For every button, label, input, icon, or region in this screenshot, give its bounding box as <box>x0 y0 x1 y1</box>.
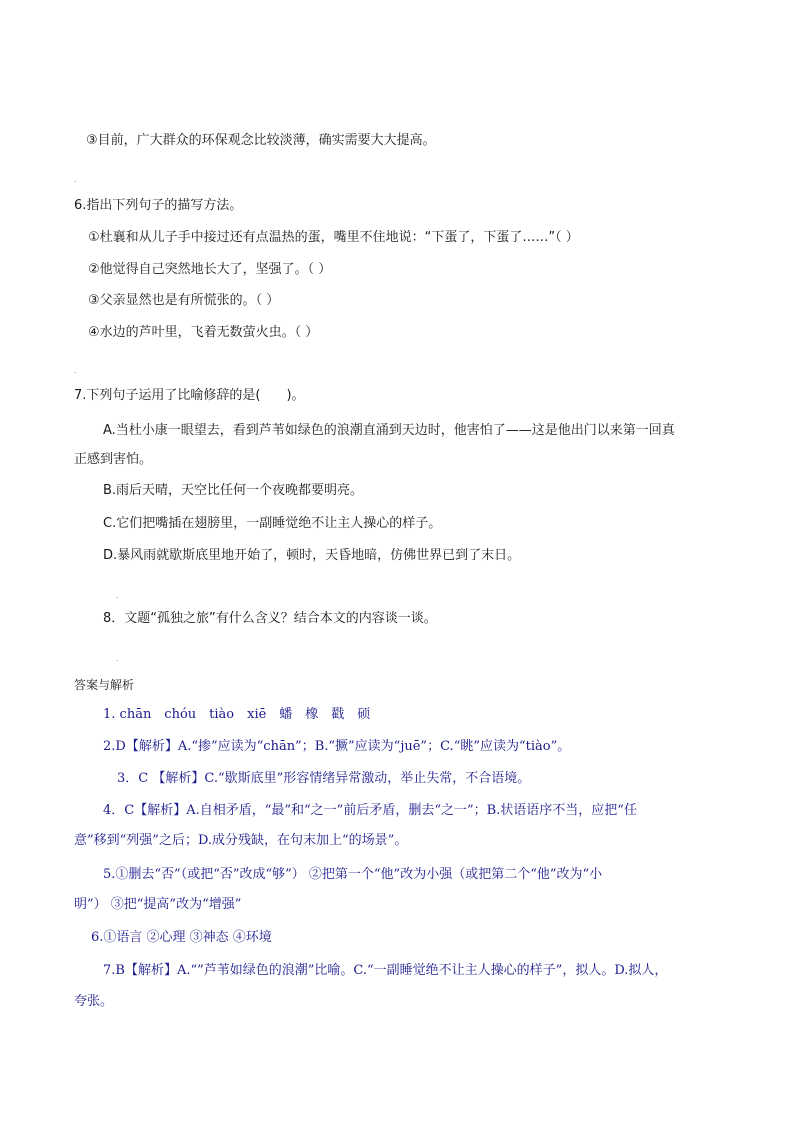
paragraph-mark: . <box>74 366 77 375</box>
answer-3: 3．C 【解析】C.“歇斯底里”形容情绪异常激动，举止失常，不合语境。 <box>117 771 531 786</box>
answer-7-line1: 7.B【解析】A.“”芦苇如绿色的浪潮”比喻。C.“一副睡觉绝不让主人操心的样子”，拟人。D.拟人， <box>103 963 668 978</box>
paragraph-mark: . <box>116 591 119 600</box>
answers-heading: 答案与解析 <box>74 678 135 692</box>
answer-2: 2.D【解析】A.“掺”应读为“chān”；B.“撅”应读为“juē”；C.“眺”应读为“tiào”。 <box>103 739 571 754</box>
answer-4-line1: 4．C【解析】A.自相矛盾，“最”和“之一”前后矛盾，删去“之一”；B.状语语序不当，应把“任 <box>103 803 637 818</box>
q6-item-4: ④水边的芦叶里，飞着无数萤火虫。（ ） <box>88 325 319 340</box>
q6-item-1: ①杜襄和从儿子手中接过还有点温热的蛋，嘴里不住地说：“下蛋了，下蛋了……”（ ） <box>88 230 579 245</box>
answer-5-line2: 明”） ③把“提高”改为“增强” <box>74 897 242 912</box>
answer-6: 6.①语言 ②心理 ③神态 ④环境 <box>91 930 272 945</box>
q7-option-d: D.暴风雨就歇斯底里地开始了，顿时，天昏地暗，仿佛世界已到了末日。 <box>103 548 521 563</box>
q7-option-b: B.雨后天晴，天空比任何一个夜晚都要明亮。 <box>103 483 364 498</box>
answer-5-line1: 5.①删去“否”（或把“否”改成“够”） ②把第一个“他”改为小强（或把第二个“他”改为“小 <box>103 867 603 882</box>
paragraph-mark: . <box>116 654 119 663</box>
answer-1: 1. chān chóu tiào xiē 蟠 橡 戳 硕 <box>103 707 371 722</box>
q7-option-a-line2: 正感到害怕。 <box>74 452 153 467</box>
q6-item-3: ③父亲显然也是有所慌张的。（ ） <box>88 293 280 308</box>
q7-title: 7.下列句子运用了比喻修辞的是( )。 <box>74 388 305 403</box>
q7-option-c: C.它们把嘴插在翅膀里，一副睡觉绝不让主人操心的样子。 <box>103 516 442 531</box>
q6-item-2: ②他觉得自己突然地长大了，坚强了。（ ） <box>88 262 332 277</box>
paragraph-mark: . <box>74 175 77 184</box>
q6-title: 6.指出下列句子的描写方法。 <box>74 198 243 213</box>
q7-option-a-line1: A.当杜小康一眼望去，看到芦苇如绿色的浪潮直涌到天边时，他害怕了——这是他出门以来第一回真 <box>103 423 675 438</box>
q8-question: 8．文题“孤独之旅”有什么含义？结合本文的内容谈一谈。 <box>103 611 437 626</box>
answer-4-line2: 意”移到“列强”之后；D.成分残缺，在句末加上“的场景”。 <box>74 833 408 848</box>
q5-item-3: ③目前，广大群众的环保观念比较淡薄，确实需要大大提高。 <box>86 133 436 148</box>
answer-7-line2: 夸张。 <box>74 994 114 1009</box>
